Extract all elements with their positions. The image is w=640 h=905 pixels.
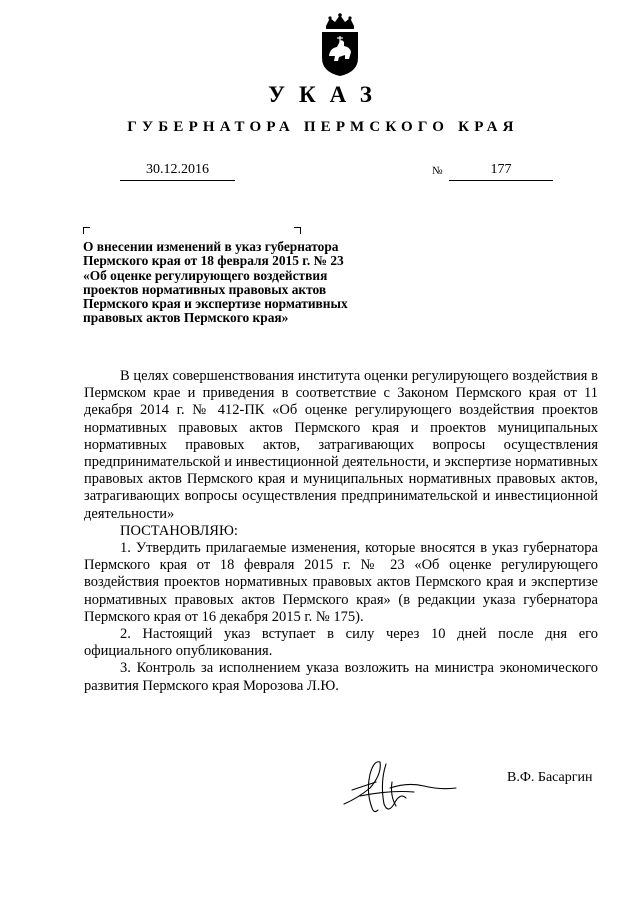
- perm-krai-coat-of-arms-icon: [318, 12, 362, 78]
- heading-line: «Об оценке регулирующего воздействия: [83, 267, 328, 283]
- preamble-paragraph: В целях совершенствования института оценки регулирующего воздействия в Пермском крае и приведения в соответствие с Законом Пермского края от 11 декабря 2014 г. № 412-ПК «Об оценке регулирующего воздействия проектов нормативных правовых актов Пермского края и проектов муниципальных нормативных правовых актов, затрагивающих вопросы осуществления предпринимательской и инвестиционной деятельности, и экспертизе нормативных правовых актов Пермского края и муниципальных нормативных правовых актов, затрагивающих вопросы осуществления предпринимательской и инвестиционной деятельности»: [84, 368, 598, 522]
- heading-corner-left: [83, 227, 90, 234]
- document-title: УКАЗ: [268, 82, 386, 107]
- decree-item: 2. Настоящий указ вступает в силу через 10 дней после дня его официального опубликования.: [84, 626, 598, 660]
- document-date: 30.12.2016: [120, 160, 235, 181]
- decree-item: 1. Утвердить прилагаемые изменения, которые вносятся в указ губернатора Пермского края от 18 февраля 2015 г. № 23 «Об оценке регулирующего воздействия проектов нормативных правовых актов Пермского края и экспертизе нормативных правовых актов Пермского края» (в редакции указа губернатора Пермского края от 16 декабря 2015 г. № 175).: [84, 540, 598, 625]
- heading-line: проектов нормативных правовых актов: [83, 281, 327, 297]
- document-body: [84, 368, 598, 695]
- document-heading: [83, 240, 413, 326]
- signer-name: В.Ф. Басаргин: [507, 770, 593, 785]
- decree-word: ПОСТАНОВЛЯЮ:: [120, 522, 238, 539]
- document-issuer: ГУБЕРНАТОРА ПЕРМСКОГО КРАЯ: [127, 119, 519, 135]
- document-number: 177: [449, 160, 553, 181]
- handwritten-signature: [330, 752, 470, 822]
- number-sign: №: [432, 165, 443, 177]
- heading-line: правовых актов Пермского края»: [83, 310, 289, 326]
- decree-item: 3. Контроль за исполнением указа возложить на министра экономического развития Пермского края Морозова Л.Ю.: [84, 660, 598, 694]
- heading-corner-right: [294, 227, 301, 234]
- heading-line: Пермского края от 18 февраля 2015 г. № 23: [83, 253, 344, 269]
- heading-line: О внесении изменений в указ губернатора: [83, 239, 339, 254]
- heading-line: Пермского края и экспертизе нормативных: [83, 296, 348, 312]
